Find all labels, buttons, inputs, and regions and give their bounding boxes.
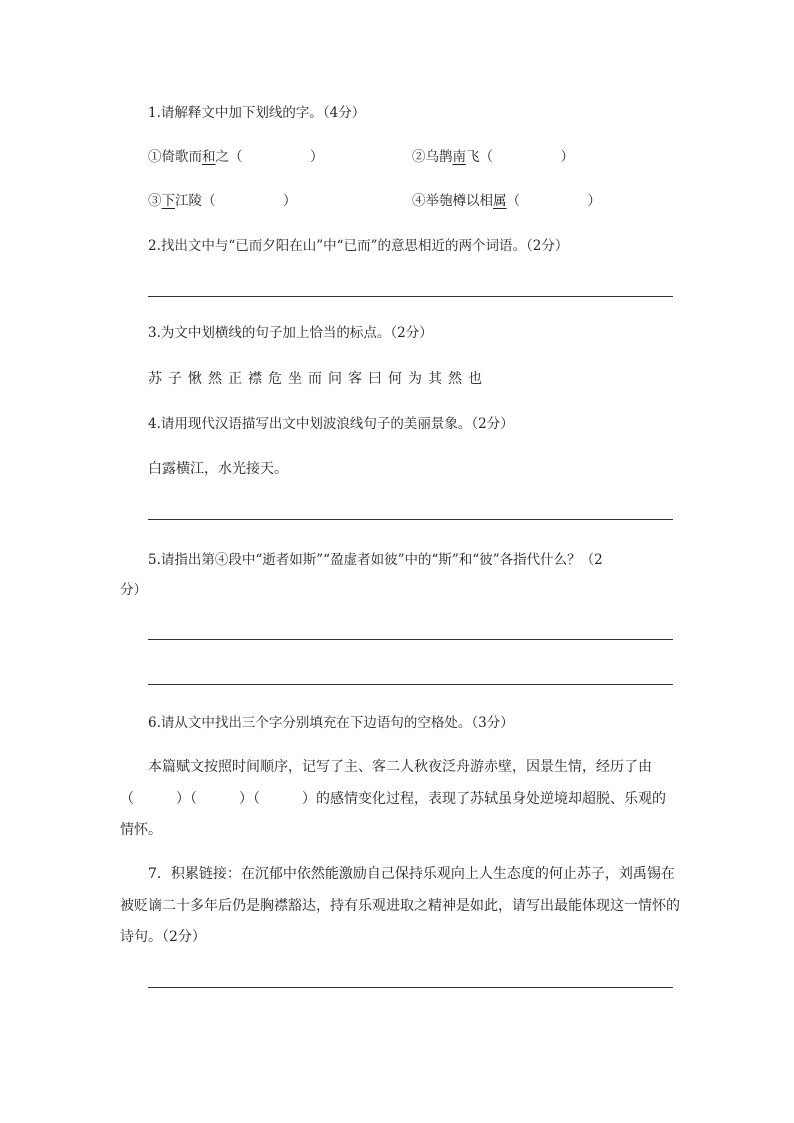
q7-text-line1: 7．积累链接：在沉郁中依然能激励自己保持乐观向上人生态度的何止苏子，刘禹锡在 bbox=[148, 866, 675, 882]
q1-item-1-underlined-char: 和 bbox=[202, 149, 216, 165]
q1-prompt: 1.请解释文中加下划线的字。（4分） bbox=[148, 105, 366, 121]
q1-item-2-post: 飞（ ） bbox=[466, 149, 574, 165]
q6-text-line2: （ ）（ ）（ ）的感情变化过程，表现了苏轼虽身处逆境却超脱、乐观的 bbox=[120, 791, 666, 807]
q1-item-3-underlined-char: 下 bbox=[161, 193, 175, 209]
q2-answer-line[interactable] bbox=[148, 296, 673, 297]
q5-answer-line-2[interactable] bbox=[148, 684, 673, 685]
q1-item-2-pre: ②乌鹊 bbox=[412, 149, 453, 165]
q1-item-3 bbox=[148, 191, 297, 211]
q4-answer-line[interactable] bbox=[148, 519, 673, 520]
q1-item-1-post: 之（ ） bbox=[215, 149, 324, 165]
q7-text-line2: 被贬谪二十多年后仍是胸襟豁达，持有乐观进取之精神是如此，请写出最能体现这一情怀的 bbox=[120, 898, 680, 914]
q1-item-3-pre: ③ bbox=[148, 193, 162, 209]
q3-prompt: 3.为文中划横线的句子加上恰当的标点。（2分） bbox=[148, 325, 433, 341]
q1-item-4-pre: ④举匏樽以相 bbox=[412, 193, 493, 209]
q4-sentence: 白露横江，水光接天。 bbox=[148, 461, 288, 477]
q5-prompt-line1: 5.请指出第④段中“逝者如斯”“盈虚者如彼”中的“斯”和“彼”各指代什么？（2 bbox=[148, 552, 603, 568]
q1-item-4 bbox=[412, 191, 601, 211]
q5-prompt-line2: 分） bbox=[120, 582, 147, 598]
q4-prompt: 4.请用现代汉语描写出文中划波浪线句子的美丽景象。（2分） bbox=[148, 416, 514, 432]
q7-text-line3: 诗句。（2分） bbox=[120, 929, 206, 945]
q1-item-1 bbox=[148, 147, 324, 167]
q1-item-1-pre: ①倚歌而 bbox=[148, 149, 202, 165]
q2-prompt: 2.找出文中与“已而夕阳在山”中“已而”的意思相近的两个词语。（2分） bbox=[148, 238, 569, 254]
q7-answer-line[interactable] bbox=[148, 987, 673, 988]
q1-item-3-post: 江陵（ ） bbox=[175, 193, 297, 209]
q3-sentence: 苏子愀然正襟危坐而问客曰何为其然也 bbox=[148, 371, 488, 387]
q1-item-4-underlined-char: 属 bbox=[493, 193, 507, 209]
q6-prompt: 6.请从文中找出三个字分别填充在下边语句的空格处。（3分） bbox=[148, 715, 514, 731]
q5-answer-line-1[interactable] bbox=[148, 639, 673, 640]
q1-item-4-post: （ ） bbox=[506, 193, 601, 209]
q1-item-2 bbox=[412, 147, 574, 167]
q1-item-2-underlined-char: 南 bbox=[452, 149, 466, 165]
q6-text-line1: 本篇赋文按照时间顺序，记写了主、客二人秋夜泛舟游赤壁，因景生情，经历了由 bbox=[148, 759, 652, 775]
q6-text-line3: 情怀。 bbox=[120, 822, 162, 838]
